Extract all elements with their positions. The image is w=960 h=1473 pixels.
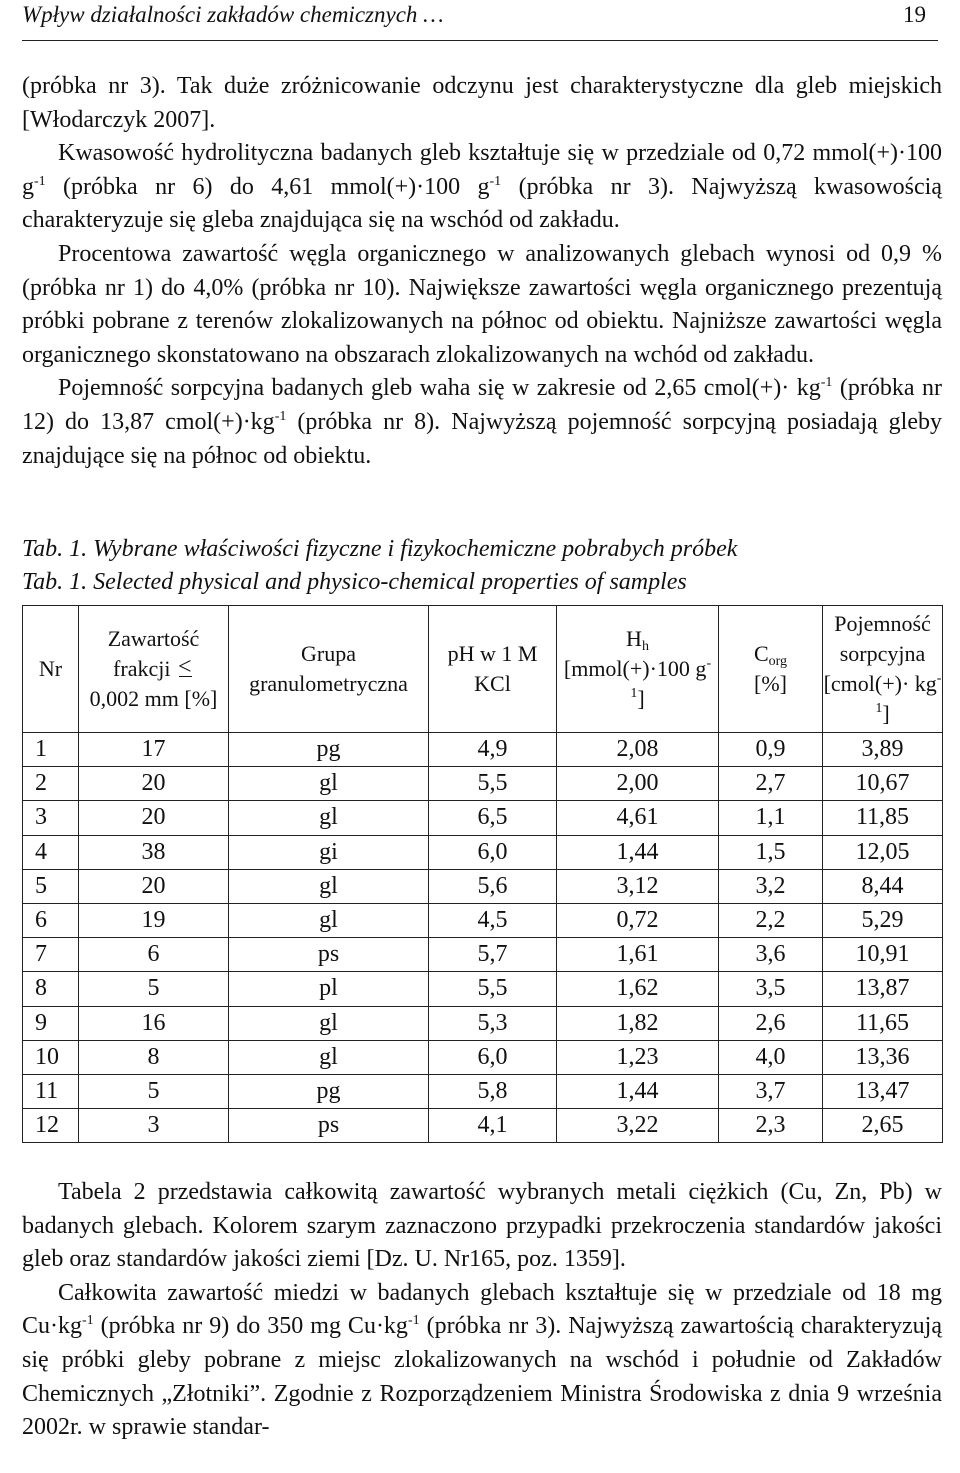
cell-group: gl bbox=[229, 801, 429, 835]
text-run: Pojemność sorpcyjna badanych gleb waha się w zakresie od 2,65 cmol(+)· kg bbox=[58, 375, 821, 402]
table-row bbox=[23, 767, 943, 801]
cell-ph: 4,9 bbox=[429, 733, 557, 767]
cell-fraction: 8 bbox=[79, 1040, 229, 1074]
cell-fraction: 16 bbox=[79, 1006, 229, 1040]
paragraph-ph-continuation: (próbka nr 3). Tak duże zróżnicowanie odczynu jest charakterystyczne dla gleb miejskich [Włodarczyk 2007]. bbox=[22, 73, 942, 133]
cell-ph: 6,0 bbox=[429, 835, 557, 869]
superscript: -1 bbox=[875, 671, 942, 716]
cell-ph: 5,7 bbox=[429, 938, 557, 972]
text-run: (próbka nr 6) do 4,61 mmol(+)·100 g bbox=[45, 173, 490, 200]
superscript: -1 bbox=[489, 173, 502, 189]
header-hh-unit-end: ] bbox=[637, 686, 645, 711]
header-sorption-end: ] bbox=[882, 701, 890, 726]
header-hh-unit: [mmol(+)·100 g bbox=[563, 656, 707, 681]
cell-corg: 3,2 bbox=[719, 869, 823, 903]
cell-nr: 2 bbox=[23, 767, 79, 801]
text-run: (próbka nr 3). Najwyższą zawartością charakteryzują się próbki gleby pobrane z miejsc zlokalizowanych na wschód i południe od Zakładów Chemicznych „Złotniki”. Zgodnie z Rozporządzeniem Ministra Środowiska z dnia 9 września 2002r. w sprawie standar- bbox=[22, 1313, 942, 1441]
cell-nr: 1 bbox=[23, 733, 79, 767]
subscript: org bbox=[768, 654, 788, 669]
cell-nr: 5 bbox=[23, 869, 79, 903]
cell-nr: 7 bbox=[23, 938, 79, 972]
text-run: (próbka nr 3). Najwyższą kwasowością charakteryzuje się gleba znajdująca się na wschód od zakładu. bbox=[22, 173, 942, 234]
table-captions bbox=[22, 533, 942, 599]
cell-fraction: 5 bbox=[79, 1074, 229, 1108]
cell-corg: 1,5 bbox=[719, 835, 823, 869]
cell-hh: 2,08 bbox=[557, 733, 719, 767]
table-row bbox=[23, 733, 943, 767]
cell-fraction: 20 bbox=[79, 767, 229, 801]
cell-hh: 2,00 bbox=[557, 767, 719, 801]
header-fraction bbox=[79, 606, 229, 733]
cell-sorption: 8,44 bbox=[823, 869, 943, 903]
table-row bbox=[23, 801, 943, 835]
cell-sorption: 10,67 bbox=[823, 767, 943, 801]
cell-group: gl bbox=[229, 1006, 429, 1040]
cell-group: gl bbox=[229, 903, 429, 937]
paragraph-sorption-capacity bbox=[22, 372, 942, 473]
cell-fraction: 5 bbox=[79, 972, 229, 1006]
cell-group: pg bbox=[229, 1074, 429, 1108]
cell-hh: 3,22 bbox=[557, 1109, 719, 1143]
header-ph: pH w 1 M KCl bbox=[429, 606, 557, 733]
cell-ph: 5,3 bbox=[429, 1006, 557, 1040]
top-text bbox=[22, 70, 942, 473]
paragraph-copper bbox=[22, 1277, 942, 1445]
cell-ph: 4,1 bbox=[429, 1109, 557, 1143]
superscript: -1 bbox=[82, 1313, 94, 1329]
cell-nr: 9 bbox=[23, 1006, 79, 1040]
cell-sorption: 13,47 bbox=[823, 1074, 943, 1108]
cell-hh: 1,23 bbox=[557, 1040, 719, 1074]
running-title: Wpływ działalności zakładów chemicznych … bbox=[22, 2, 444, 27]
cell-sorption: 2,65 bbox=[823, 1109, 943, 1143]
header-fraction-label: Zawartość frakcji bbox=[107, 626, 200, 681]
superscript: -1 bbox=[407, 1313, 420, 1329]
cell-fraction: 20 bbox=[79, 801, 229, 835]
table-row bbox=[23, 1006, 943, 1040]
cell-group: gl bbox=[229, 869, 429, 903]
cell-group: ps bbox=[229, 938, 429, 972]
cell-sorption: 12,05 bbox=[823, 835, 943, 869]
bottom-text bbox=[22, 1176, 942, 1445]
cell-fraction: 6 bbox=[79, 938, 229, 972]
cell-group: gi bbox=[229, 835, 429, 869]
table-row bbox=[23, 835, 943, 869]
cell-nr: 6 bbox=[23, 903, 79, 937]
table-row bbox=[23, 1040, 943, 1074]
page-number: 19 bbox=[903, 2, 926, 27]
cell-hh: 1,61 bbox=[557, 938, 719, 972]
cell-group: gl bbox=[229, 1040, 429, 1074]
table-row bbox=[23, 1074, 943, 1108]
cell-nr: 8 bbox=[23, 972, 79, 1006]
cell-fraction: 38 bbox=[79, 835, 229, 869]
table-row bbox=[23, 1109, 943, 1143]
table-row bbox=[23, 972, 943, 1006]
cell-ph: 5,5 bbox=[429, 767, 557, 801]
header-hh-symbol: H bbox=[626, 626, 642, 651]
cell-nr: 10 bbox=[23, 1040, 79, 1074]
header-sorption-label: Pojemność sorpcyjna [cmol(+)· kg bbox=[823, 611, 937, 696]
header-hh bbox=[557, 606, 719, 733]
table-row bbox=[23, 938, 943, 972]
cell-ph: 5,6 bbox=[429, 869, 557, 903]
cell-fraction: 20 bbox=[79, 869, 229, 903]
cell-fraction: 19 bbox=[79, 903, 229, 937]
cell-sorption: 5,29 bbox=[823, 903, 943, 937]
superscript: -1 bbox=[820, 375, 833, 391]
header-fraction-unit: 0,002 mm [%] bbox=[89, 686, 218, 711]
paragraph-heavy-metals: Tabela 2 przedstawia całkowitą zawartość wybranych metali ciężkich (Cu, Zn, Pb) w badanych glebach. Kolorem szarym zaznaczono przypadki przekroczenia standardów jakości gleb oraz standardów jakości ziemi [Dz. U. Nr165, poz. 1359]. bbox=[22, 1179, 942, 1273]
header-corg-unit: [%] bbox=[754, 671, 787, 696]
cell-hh: 1,62 bbox=[557, 972, 719, 1006]
subscript: h bbox=[641, 639, 649, 654]
cell-sorption: 13,87 bbox=[823, 972, 943, 1006]
properties-table bbox=[22, 605, 943, 1143]
cell-corg: 1,1 bbox=[719, 801, 823, 835]
cell-fraction: 3 bbox=[79, 1109, 229, 1143]
cell-group: pg bbox=[229, 733, 429, 767]
text-run: Całkowita zawartość miedzi w badanych glebach kształtuje się w przedziale od 18 mg Cu·kg bbox=[22, 1279, 942, 1340]
cell-hh: 4,61 bbox=[557, 801, 719, 835]
less-or-equal-icon bbox=[176, 660, 194, 678]
cell-hh: 1,82 bbox=[557, 1006, 719, 1040]
cell-hh: 1,44 bbox=[557, 835, 719, 869]
table-caption-pl: Tab. 1. Wybrane właściwości fizyczne i fizykochemiczne pobrabych próbek bbox=[22, 536, 738, 562]
cell-ph: 4,5 bbox=[429, 903, 557, 937]
cell-hh: 3,12 bbox=[557, 869, 719, 903]
cell-sorption: 3,89 bbox=[823, 733, 943, 767]
cell-ph: 5,5 bbox=[429, 972, 557, 1006]
text-run: Kwasowość hydrolityczna badanych gleb kształtuje się w przedziale od 0,72 mmol(+)·100 g bbox=[22, 140, 942, 200]
cell-fraction: 17 bbox=[79, 733, 229, 767]
text-run: (próbka nr 9) do 350 mg Cu·kg bbox=[93, 1313, 408, 1340]
cell-corg: 0,9 bbox=[719, 733, 823, 767]
cell-corg: 3,6 bbox=[719, 938, 823, 972]
cell-ph: 6,0 bbox=[429, 1040, 557, 1074]
cell-sorption: 11,65 bbox=[823, 1006, 943, 1040]
superscript: -1 bbox=[274, 408, 287, 424]
cell-nr: 4 bbox=[23, 835, 79, 869]
cell-corg: 3,5 bbox=[719, 972, 823, 1006]
cell-group: pl bbox=[229, 972, 429, 1006]
table-header-row bbox=[23, 606, 943, 733]
cell-group: ps bbox=[229, 1109, 429, 1143]
text-run: (próbka nr 8). Najwyższą pojemność sorpcyjną posiadają gleby znajdujące się na północ od obiektu. bbox=[22, 408, 942, 469]
cell-nr: 11 bbox=[23, 1074, 79, 1108]
cell-corg: 2,6 bbox=[719, 1006, 823, 1040]
cell-sorption: 11,85 bbox=[823, 801, 943, 835]
header-group: Grupa granulometryczna bbox=[229, 606, 429, 733]
table-row bbox=[23, 903, 943, 937]
cell-hh: 1,44 bbox=[557, 1074, 719, 1108]
table-row bbox=[23, 869, 943, 903]
header-corg bbox=[719, 606, 823, 733]
cell-ph: 5,8 bbox=[429, 1074, 557, 1108]
header-sorption bbox=[823, 606, 943, 733]
cell-nr: 3 bbox=[23, 801, 79, 835]
paragraph-hydrolytic-acidity bbox=[22, 137, 942, 238]
cell-corg: 2,2 bbox=[719, 903, 823, 937]
page-header bbox=[22, 0, 938, 41]
cell-sorption: 10,91 bbox=[823, 938, 943, 972]
cell-corg: 2,3 bbox=[719, 1109, 823, 1143]
cell-nr: 12 bbox=[23, 1109, 79, 1143]
superscript: -1 bbox=[630, 656, 712, 701]
text-run: (próbka nr 12) do 13,87 cmol(+)·kg bbox=[22, 375, 942, 435]
cell-hh: 0,72 bbox=[557, 903, 719, 937]
cell-corg: 3,7 bbox=[719, 1074, 823, 1108]
header-nr: Nr bbox=[23, 606, 79, 733]
table-caption-en: Tab. 1. Selected physical and physico-chemical properties of samples bbox=[22, 569, 687, 595]
cell-ph: 6,5 bbox=[429, 801, 557, 835]
paragraph-organic-carbon: Procentowa zawartość węgla organicznego w analizowanych glebach wynosi od 0,9 % (próbka nr 1) do 4,0% (próbka nr 10). Największe zawartości węgla organicznego prezentują próbki pobrane z terenów zlokalizowanych na północ od obiektu. Najniższe zawartości węgla organicznego skonstatowano na obszarach zlokalizowanych na wchód od zakładu. bbox=[22, 240, 942, 368]
header-corg-symbol: C bbox=[753, 641, 769, 666]
cell-corg: 2,7 bbox=[719, 767, 823, 801]
cell-sorption: 13,36 bbox=[823, 1040, 943, 1074]
cell-group: gl bbox=[229, 767, 429, 801]
cell-corg: 4,0 bbox=[719, 1040, 823, 1074]
superscript: -1 bbox=[34, 173, 46, 189]
